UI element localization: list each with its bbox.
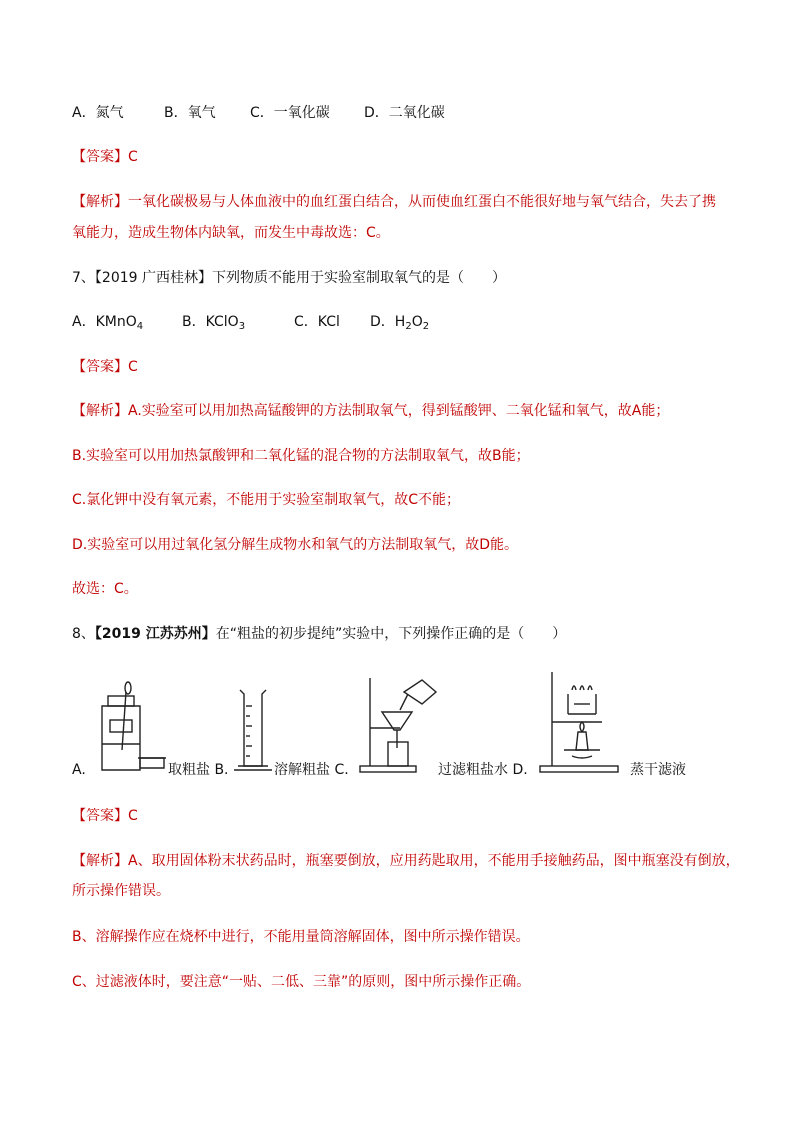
q8-analysis-c: C、过滤液体时，要注意“一贴、二低、三靠”的原则，图中所示操作正确。: [72, 974, 531, 990]
analysis-text: 一氧化碳极易与人体血液中的血红蛋白结合，从而使血红蛋白不能很好地与氧气结合，失去了携: [128, 194, 716, 210]
q8-label-d: 过滤粗盐水 D.: [438, 762, 528, 778]
q6-option-b: B．氧气: [164, 105, 216, 121]
evaporation-figure: [538, 670, 624, 776]
analysis-tag: 【解析】: [72, 853, 128, 869]
q6-option-c: C．一氧化碳: [250, 105, 330, 121]
q7-answer: [72, 357, 138, 377]
q8-label-c: 溶解粗盐 C.: [274, 762, 349, 778]
q7-option-a: A．KMnO$_4$: [72, 314, 144, 332]
q8-analysis-a: 【解析】A、取用固体粉末状药品时，瓶塞要倒放，应用药匙取用，不能用手接触药品，图中瓶塞没有倒放，: [72, 853, 740, 869]
q7-analysis-b: B.实验室可以用加热氯酸钾和二氧化锰的混合物的方法制取氧气，故B能；: [72, 448, 530, 464]
graduated-cylinder-figure: [232, 686, 274, 774]
q6-options: [72, 103, 445, 123]
answer-tag: 【答案】: [72, 808, 128, 824]
analysis-tag: 【解析】: [72, 194, 128, 210]
q7-analysis-c: C.氯化钾中没有氧元素，不能用于实验室制取氧气，故C不能；: [72, 492, 460, 508]
q6-answer: [72, 147, 138, 167]
answer-tag: 【答案】: [72, 149, 128, 165]
q8-analysis-b: B、溶解操作应在烧杯中进行，不能用量筒溶解固体，图中所示操作错误。: [72, 929, 530, 945]
q8-analysis-a-cont: 所示操作错误。: [72, 883, 170, 899]
q7-analysis-d: D.实验室可以用过氧化氢分解生成物水和氧气的方法制取氧气，故D能。: [72, 537, 519, 553]
filtration-figure: [356, 674, 438, 776]
q7-option-b: B．KClO$_3$: [182, 314, 246, 332]
q8-source: 【2019 江苏苏州】: [94, 626, 216, 642]
q8-label-a: A.: [72, 762, 86, 778]
answer-value: C: [128, 808, 138, 824]
q8-label-b: 取粗盐 B.: [168, 762, 229, 778]
q6-analysis-cont: 氧能力，造成生物体内缺氧，而发生中毒故选：C。: [72, 225, 390, 241]
q7-option-d: D．$H_2O_2$: [370, 314, 430, 332]
q8-label-e: 蒸干滤液: [630, 762, 686, 778]
q8-answer: [72, 806, 138, 826]
q7-options: [72, 312, 429, 337]
q7-option-c: C．KCl: [294, 314, 340, 330]
q6-option-a: A．氮气: [72, 105, 124, 121]
analysis-tag: 【解析】: [72, 403, 128, 419]
answer-value: C: [128, 359, 138, 375]
q7-stem: 7、【2019 广西桂林】下列物质不能用于实验室制取氧气的是（ ）: [72, 270, 506, 286]
q8-stem: 8、【2019 江苏苏州】在“粗盐的初步提纯”实验中，下列操作正确的是（ ）: [72, 626, 567, 642]
answer-tag: 【答案】: [72, 359, 128, 375]
q6-analysis: [72, 192, 716, 212]
take-salt-figure: [90, 680, 170, 775]
q7-analysis-a: 【解析】A.实验室可以用加热高锰酸钾的方法制取氧气，得到锰酸钾、二氧化锰和氧气，故A能；: [72, 403, 670, 419]
q6-option-d: D．二氧化碳: [364, 105, 445, 121]
q7-conclusion: 故选：C。: [72, 581, 138, 597]
answer-value: C: [128, 149, 138, 165]
